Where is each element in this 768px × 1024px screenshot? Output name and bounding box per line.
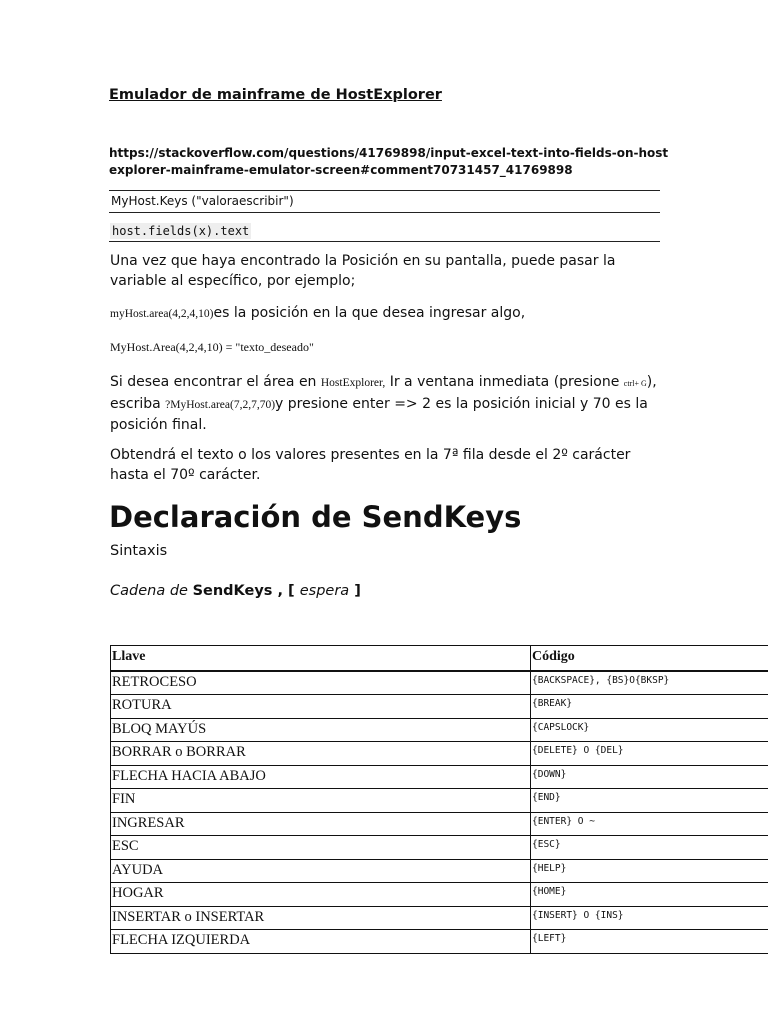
section-title: Declaración de SendKeys xyxy=(109,500,522,534)
code-cell: {BACKSPACE}, {BS}O{BKSP} xyxy=(531,671,768,695)
para2-code-shortcut: ctrl+ G xyxy=(623,379,647,388)
code-cell: {END} xyxy=(531,789,768,813)
code-line-fields: host.fields(x).text xyxy=(112,224,250,238)
code-cell: {DOWN} xyxy=(531,765,768,789)
table-row xyxy=(111,906,768,930)
table-row xyxy=(111,789,768,813)
code-cell: {BREAK} xyxy=(531,695,768,719)
area-example-text: es la posición en la que desea ingresar algo, xyxy=(213,305,526,321)
key-cell: FIN xyxy=(111,789,531,813)
syntax-pre: Cadena de xyxy=(110,583,193,599)
para2-text-1: Si desea encontrar el área en xyxy=(110,374,321,390)
para2-text-2: Ir a ventana inmediata (presione xyxy=(385,374,624,390)
key-cell: BORRAR o BORRAR xyxy=(111,742,531,766)
syntax-label: Sintaxis xyxy=(110,543,168,559)
paragraph-find-area xyxy=(110,372,658,435)
para2-code-hostexplorer: HostExplorer, xyxy=(320,377,386,389)
syntax-mid: , [ xyxy=(272,583,300,599)
key-cell: BLOQ MAYÚS xyxy=(111,718,531,742)
table-row xyxy=(111,765,768,789)
code-divider-bottom xyxy=(109,241,660,242)
key-cell: FLECHA HACIA ABAJO xyxy=(111,765,531,789)
key-cell: INGRESAR xyxy=(111,812,531,836)
key-cell: INSERTAR o INSERTAR xyxy=(111,906,531,930)
key-cell: HOGAR xyxy=(111,883,531,907)
key-cell: FLECHA IZQUIERDA xyxy=(111,930,531,954)
header-code: Código xyxy=(531,646,768,671)
paragraph-result: Obtendrá el texto o los valores presentes en la 7ª fila desde el 2º carácter hasta el 70º carácter. xyxy=(110,447,631,483)
code-divider-middle xyxy=(109,212,660,213)
para2-text-4: y presione enter => 2 es la posición inicial y 70 es la posición final. xyxy=(110,396,648,433)
code-cell: {HELP} xyxy=(531,859,768,883)
code-line-keys: MyHost.Keys ("valoraescribir") xyxy=(111,194,294,208)
table-row xyxy=(111,742,768,766)
table-row xyxy=(111,930,768,954)
table-row xyxy=(111,883,768,907)
code-cell: {CAPSLOCK} xyxy=(531,718,768,742)
syntax-line xyxy=(110,583,361,599)
header-key: Llave xyxy=(111,646,531,671)
para2-text-3: ), escriba xyxy=(110,374,657,412)
code-cell: {HOME} xyxy=(531,883,768,907)
document-heading: Emulador de mainframe de HostExplorer xyxy=(109,87,442,103)
code-cell: {LEFT} xyxy=(531,930,768,954)
source-url[interactable]: https://stackoverflow.com/questions/41769898/input-excel-text-into-fields-on-hostexplorer-mainframe-emulator-screen#comment70731457_41769898 xyxy=(109,146,669,177)
code-cell: {ESC} xyxy=(531,836,768,860)
code-cell: {INSERT} O {INS} xyxy=(531,906,768,930)
code-cell: {ENTER} O ~ xyxy=(531,812,768,836)
table-header-row xyxy=(111,646,768,671)
key-cell: AYUDA xyxy=(111,859,531,883)
syntax-optional: espera xyxy=(299,583,350,599)
table-row xyxy=(111,836,768,860)
table-row xyxy=(111,695,768,719)
area-assign-line: MyHost.Area(4,2,4,10) = "texto_deseado" xyxy=(110,340,314,354)
key-cell: ROTURA xyxy=(111,695,531,719)
code-divider-top xyxy=(109,190,660,191)
para2-code-area: ?MyHost.area(7,2,7,70) xyxy=(165,399,276,411)
table-row xyxy=(111,671,768,695)
key-cell: ESC xyxy=(111,836,531,860)
syntax-keyword: SendKeys xyxy=(192,583,273,599)
area-example-line xyxy=(110,305,525,321)
area-example-code: myHost.area(4,2,4,10) xyxy=(110,308,214,320)
table-row xyxy=(111,859,768,883)
table-row xyxy=(111,812,768,836)
paragraph-position: Una vez que haya encontrado la Posición en su pantalla, puede pasar la variable al específico, por ejemplo; xyxy=(110,253,616,289)
sendkeys-table xyxy=(110,645,768,954)
code-cell: {DELETE} O {DEL} xyxy=(531,742,768,766)
key-cell: RETROCESO xyxy=(111,671,531,695)
table-row xyxy=(111,718,768,742)
syntax-post: ] xyxy=(349,583,361,599)
